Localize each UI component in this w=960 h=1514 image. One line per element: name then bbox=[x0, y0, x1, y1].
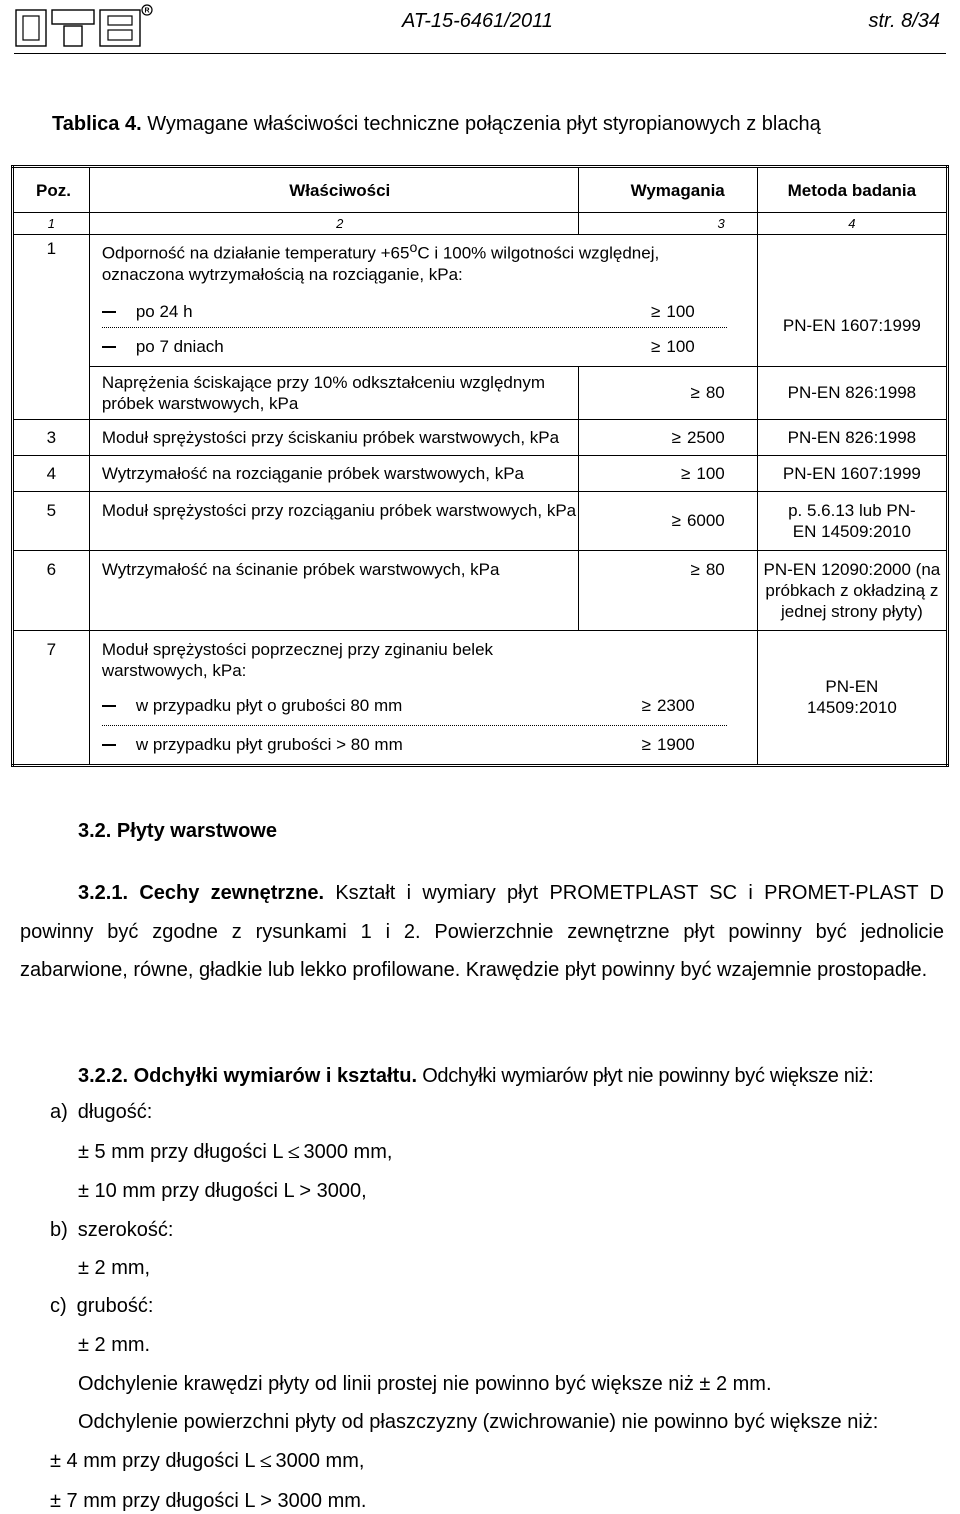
table-row-1 bbox=[13, 235, 948, 367]
header-property: Właściwości bbox=[89, 167, 578, 213]
list-item-a: a) długość: bbox=[50, 1101, 153, 1123]
table-caption bbox=[52, 113, 821, 136]
row-1-sub-7d-value: ≥ 100 bbox=[611, 336, 727, 357]
row-7-poz: 7 bbox=[13, 630, 90, 765]
row-2-method: PN-EN 826:1998 bbox=[757, 366, 947, 419]
row-1-sub-24h bbox=[102, 297, 727, 327]
row-1-intro: Odporność na działanie temperatury $+65^oC$ i 100% wilgotności względnej, oznaczona wytrzymałością na rozciąganie, kPa: bbox=[101, 240, 660, 284]
surface-tolerance-2: ± 7 mm przy długości L > 3000 mm. bbox=[50, 1490, 367, 1512]
row-5-poz: 5 bbox=[13, 491, 90, 550]
table-row-7 bbox=[13, 630, 948, 765]
row-4-value: ≥ 100 bbox=[578, 455, 757, 491]
row-1-sub-24h-label: po 24 h bbox=[135, 302, 193, 322]
section-3-2-2-heading: 3.2.2. Odchyłki wymiarów i kształtu. bbox=[78, 1065, 418, 1087]
table-caption-prefix: Tablica 4. bbox=[52, 113, 142, 135]
tolerance-length-2: ± 10 mm przy długości L > 3000, bbox=[78, 1180, 367, 1202]
tolerance-width: ± 2 mm, bbox=[78, 1257, 151, 1279]
section-3-2-1-paragraph bbox=[20, 874, 944, 990]
row-1-sub-24h-value: ≥ 100 bbox=[611, 301, 727, 322]
row-3-poz: 3 bbox=[13, 419, 90, 455]
col-number-3: 3 bbox=[578, 213, 757, 235]
row-3-value: ≥ 2500 bbox=[578, 419, 757, 455]
row-6-poz: 6 bbox=[13, 550, 90, 630]
section-3-2-heading: 3.2. Płyty warstwowe bbox=[78, 820, 277, 842]
row-1-poz: 1 bbox=[13, 235, 90, 420]
row-2-value: ≥ 80 bbox=[578, 366, 757, 419]
itb-logo bbox=[14, 4, 154, 50]
row-7-sub-80mm bbox=[102, 687, 727, 725]
header-method: Metoda badania bbox=[757, 167, 947, 213]
row-1-sub-7d bbox=[102, 327, 727, 366]
table-row-3 bbox=[13, 419, 948, 455]
dash-icon bbox=[102, 705, 116, 707]
row-7-sub-over-80mm-label: w przypadku płyt grubości > 80 mm bbox=[135, 735, 403, 755]
row-5-value: ≥ 6000 bbox=[578, 491, 757, 550]
row-6-value: ≥ 80 bbox=[578, 550, 757, 630]
col-number-1: 1 bbox=[13, 213, 90, 235]
edge-deviation-text: Odchylenie krawędzi płyty od linii prostej nie powinno być większe niż ± 2 mm. bbox=[78, 1373, 772, 1395]
list-item-c: c) grubość: bbox=[50, 1295, 154, 1317]
row-4-method: PN-EN 1607:1999 bbox=[757, 455, 947, 491]
section-3-2-2-paragraph bbox=[78, 1065, 873, 1088]
row-4-poz: 4 bbox=[13, 455, 90, 491]
section-3-2-1-text: Kształt i wymiary płyt PROMETPLAST SC i PROMET-PLAST D powinny być zgodne z rysunkami 1 i 2. Powierzchnie zewnętrzne płyt powinny być jednolicie zabarwione, równe, gładkie lub lekko profilowane. Krawędzie płyt powinny być wzajemnie prostopadłe. bbox=[20, 882, 944, 982]
table-header-row bbox=[13, 167, 948, 213]
row-7-sub-over-80mm bbox=[102, 725, 727, 764]
less-equal-icon bbox=[288, 1146, 300, 1158]
row-7-sub-80mm-value: ≥ 2300 bbox=[611, 695, 727, 716]
header-divider bbox=[14, 53, 946, 54]
col-number-2: 2 bbox=[89, 213, 578, 235]
section-3-2-2-text: Odchyłki wymiarów płyt nie powinny być większe niż: bbox=[417, 1065, 874, 1087]
column-number-row bbox=[13, 213, 948, 235]
row-2-property: Naprężenia ściskające przy 10% odkształceniu względnym próbek warstwowych, kPa bbox=[89, 366, 578, 419]
row-5-property: Moduł sprężystości przy rozciąganiu próbek warstwowych, kPa bbox=[89, 491, 578, 550]
row-5-method: p. 5.6.13 lub PN-EN 14509:2010 bbox=[757, 491, 947, 550]
surface-tolerance-1: ± 4 mm przy długości L 3000 mm, bbox=[50, 1450, 365, 1472]
row-6-method: PN-EN 12090:2000 (na próbkach z okładziną z jednej strony płyty) bbox=[757, 550, 947, 630]
table-row-6 bbox=[13, 550, 948, 630]
table-caption-title: Wymagane właściwości techniczne połączenia płyt styropianowych z blachą bbox=[141, 113, 821, 135]
row-3-method: PN-EN 826:1998 bbox=[757, 419, 947, 455]
row-6-property: Wytrzymałość na ścinanie próbek warstwowych, kPa bbox=[89, 550, 578, 630]
surface-deviation-text: Odchylenie powierzchni płyty od płaszczyzny (zwichrowanie) nie powinno być większe niż: bbox=[78, 1411, 879, 1433]
requirements-table bbox=[11, 165, 949, 767]
row-7-method: PN-EN 14509:2010 bbox=[757, 630, 947, 765]
table-row-4 bbox=[13, 455, 948, 491]
less-equal-icon bbox=[260, 1455, 272, 1467]
row-7-property bbox=[89, 630, 757, 765]
page-number: str. 8/34 bbox=[868, 10, 940, 32]
list-item-b: b) szerokość: bbox=[50, 1219, 174, 1241]
col-number-4: 4 bbox=[757, 213, 947, 235]
row-7-intro: Moduł sprężystości poprzecznej przy zginaniu belek warstwowych, kPa: bbox=[101, 639, 494, 680]
row-1-method: PN-EN 1607:1999 bbox=[757, 235, 947, 367]
header-poz: Poz. bbox=[13, 167, 90, 213]
table-row-5 bbox=[13, 491, 948, 550]
document-number: AT-15-6461/2011 bbox=[402, 10, 553, 32]
row-7-sub-over-80mm-value: ≥ 1900 bbox=[611, 734, 727, 755]
dash-icon bbox=[102, 346, 116, 348]
row-7-sub-80mm-label: w przypadku płyt o grubości 80 mm bbox=[135, 696, 403, 716]
dash-icon bbox=[102, 744, 116, 746]
row-1-sub-7d-label: po 7 dniach bbox=[135, 337, 224, 357]
header-requirement: Wymagania bbox=[578, 167, 757, 213]
section-3-2-1-heading: 3.2.1. Cechy zewnętrzne. bbox=[78, 882, 325, 904]
row-1-property bbox=[89, 235, 757, 367]
row-3-property: Moduł sprężystości przy ściskaniu próbek warstwowych, kPa bbox=[89, 419, 578, 455]
tolerance-thickness: ± 2 mm. bbox=[78, 1334, 151, 1356]
tolerance-length-1: ± 5 mm przy długości L 3000 mm, bbox=[78, 1141, 393, 1163]
table-row-2 bbox=[13, 366, 948, 419]
row-4-property: Wytrzymałość na rozciąganie próbek warstwowych, kPa bbox=[89, 455, 578, 491]
dash-icon bbox=[102, 311, 116, 313]
svg-text:R: R bbox=[144, 7, 150, 15]
